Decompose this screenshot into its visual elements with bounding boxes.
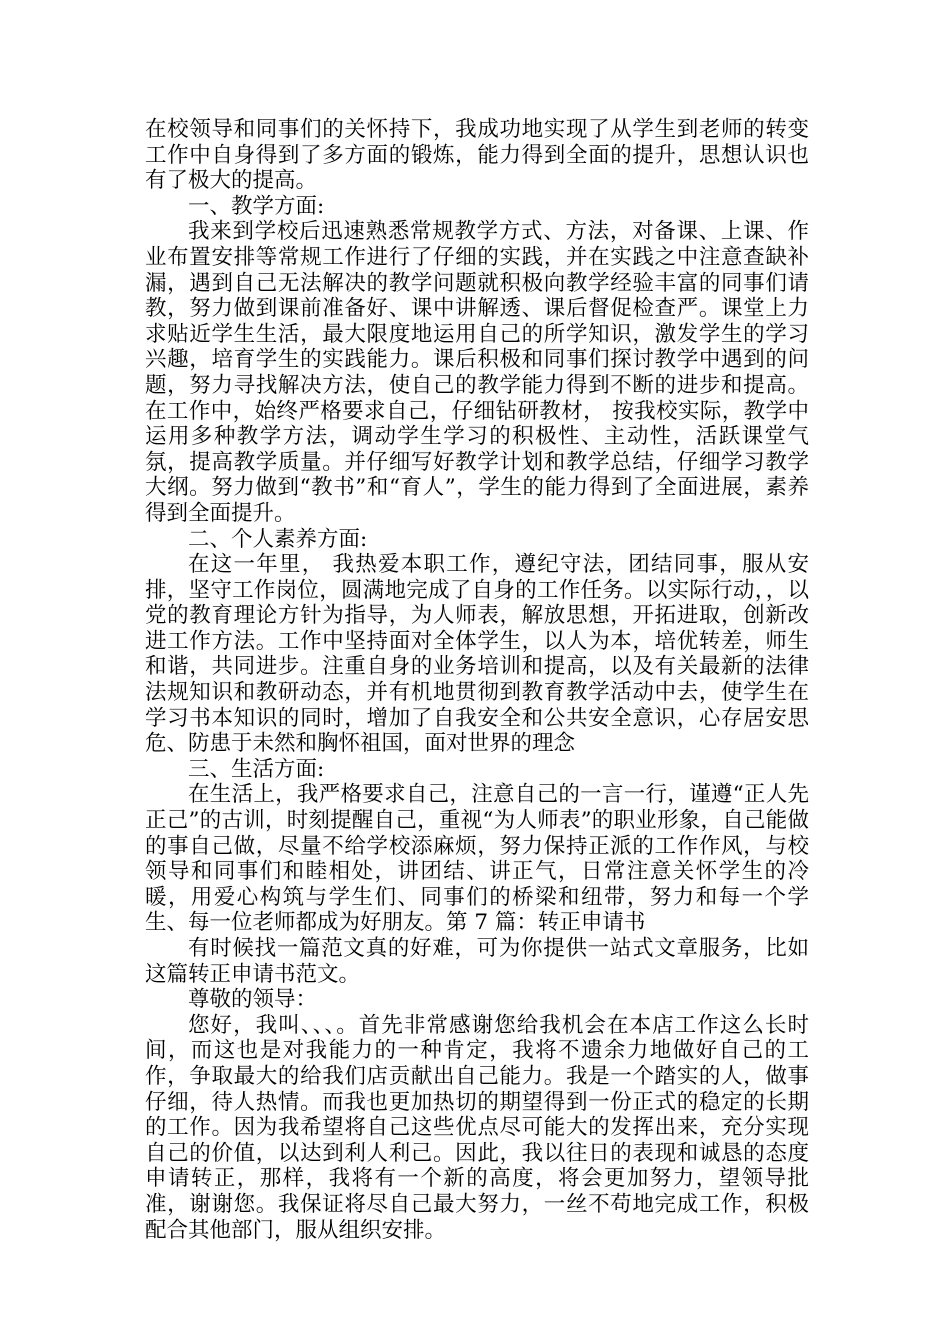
application-paragraph: 您好，我叫、、、。首先非常感谢您给我机会在本店工作这么长时间，而这也是对我能力的一种肯定，我将不遗余力地做好自己的工作，争取最大的给我们店贡献出自己能力。我是一个踏实的人，做事仔细，待人热情。而我也更加热切的期望得到一份正式的稳定的长期的工作。因为我希望将自己这些优点尽可能大的发挥出来，充分实现自己的价值，以达到利人利己。因此，我以往日的表现和诚恳的态度申请转正，那样，我将有一个新的高度，将会更加努力，望领导批准，谢谢您。我保证将尽自己最大努力，一丝不苟地完成工作，积极配合其他部门，服从组织安排。 xyxy=(145,1012,809,1243)
teaching-paragraph: 我来到学校后迅速熟悉常规教学方式、方法，对备课、上课、作业布置安排等常规工作进行了仔细的实践，并在实践之中注意查缺补漏，遇到自己无法解决的教学问题就积极向教学经验丰富的同事们请教，努力做到课前准备好、课中讲解透、课后督促检查严。课堂上力求贴近学生生活，最大限度地运用自己的所学知识，激发学生的学习兴趣，培育学生的实践能力。课后积极和同事们探讨教学中遇到的问题，努力寻找解决方法，使自己的教学能力得到不断的进步和提高。在工作中，始终严格要求自己，仔细钻研教材， 按我校实际，教学中运用多种教学方法，调动学生学习的积极性、主动性，活跃课堂气氛，提高教学质量。并仔细写好教学计划和教学总结，仔细学习教学大纲。努力做到“教书”和“育人”，学生的能力得到了全面进展，素养得到全面提升。 xyxy=(145,219,809,526)
document-page xyxy=(145,117,809,1243)
section-heading-life: 三、生活方面: xyxy=(188,756,325,782)
salutation: 尊敬的领导： xyxy=(188,987,318,1013)
personal-paragraph: 在这一年里， 我热爱本职工作，遵纪守法，团结同事，服从安排，坚守工作岗位，圆满地完成了自身的工作任务。以实际行动，，以党的教育理论方针为指导，为人师表，解放思想，开拓进取，创新改进工作方法。工作中坚持面对全体学生，以人为本，培优转差，师生和谐，共同进步。注重自身的业务培训和提高，以及有关最新的法律法规知识和教研动态，并有机地贯彻到教育教学活动中去，使学生在学习书本知识的同时，增加了自我安全和公共安全意识，心存居安思危、防患于未然和胸怀祖国，面对世界的理念 xyxy=(145,552,809,757)
life-paragraph: 在生活上，我严格要求自己，注意自己的一言一行，谨遵“正人先正己”的古训，时刻提醒自己，重视“为人师表”的职业形象，自己能做的事自己做，尽量不给学校添麻烦，努力保持正派的工作作风，与校领导和同事们和睦相处，讲团结、讲正气，日常注意关怀学生的冷暖，用爱心构筑与学生们、同事们的桥梁和纽带，努力和每一个学生、每一位老师都成为好朋友。第 7 篇：转正申请书 xyxy=(145,782,809,936)
intro-note-paragraph: 有时候找一篇范文真的好难，可为你提供一站式文章服务，比如这篇转正申请书范文。 xyxy=(145,936,809,987)
section-heading-teaching: 一、教学方面: xyxy=(188,193,325,219)
intro-paragraph: 在校领导和同事们的关怀持下，我成功地实现了从学生到老师的转变工作中自身得到了多方面的锻炼，能力得到全面的提升，思想认识也有了极大的提高。 xyxy=(145,117,809,194)
section-heading-personal: 二、个人素养方面: xyxy=(188,526,368,552)
